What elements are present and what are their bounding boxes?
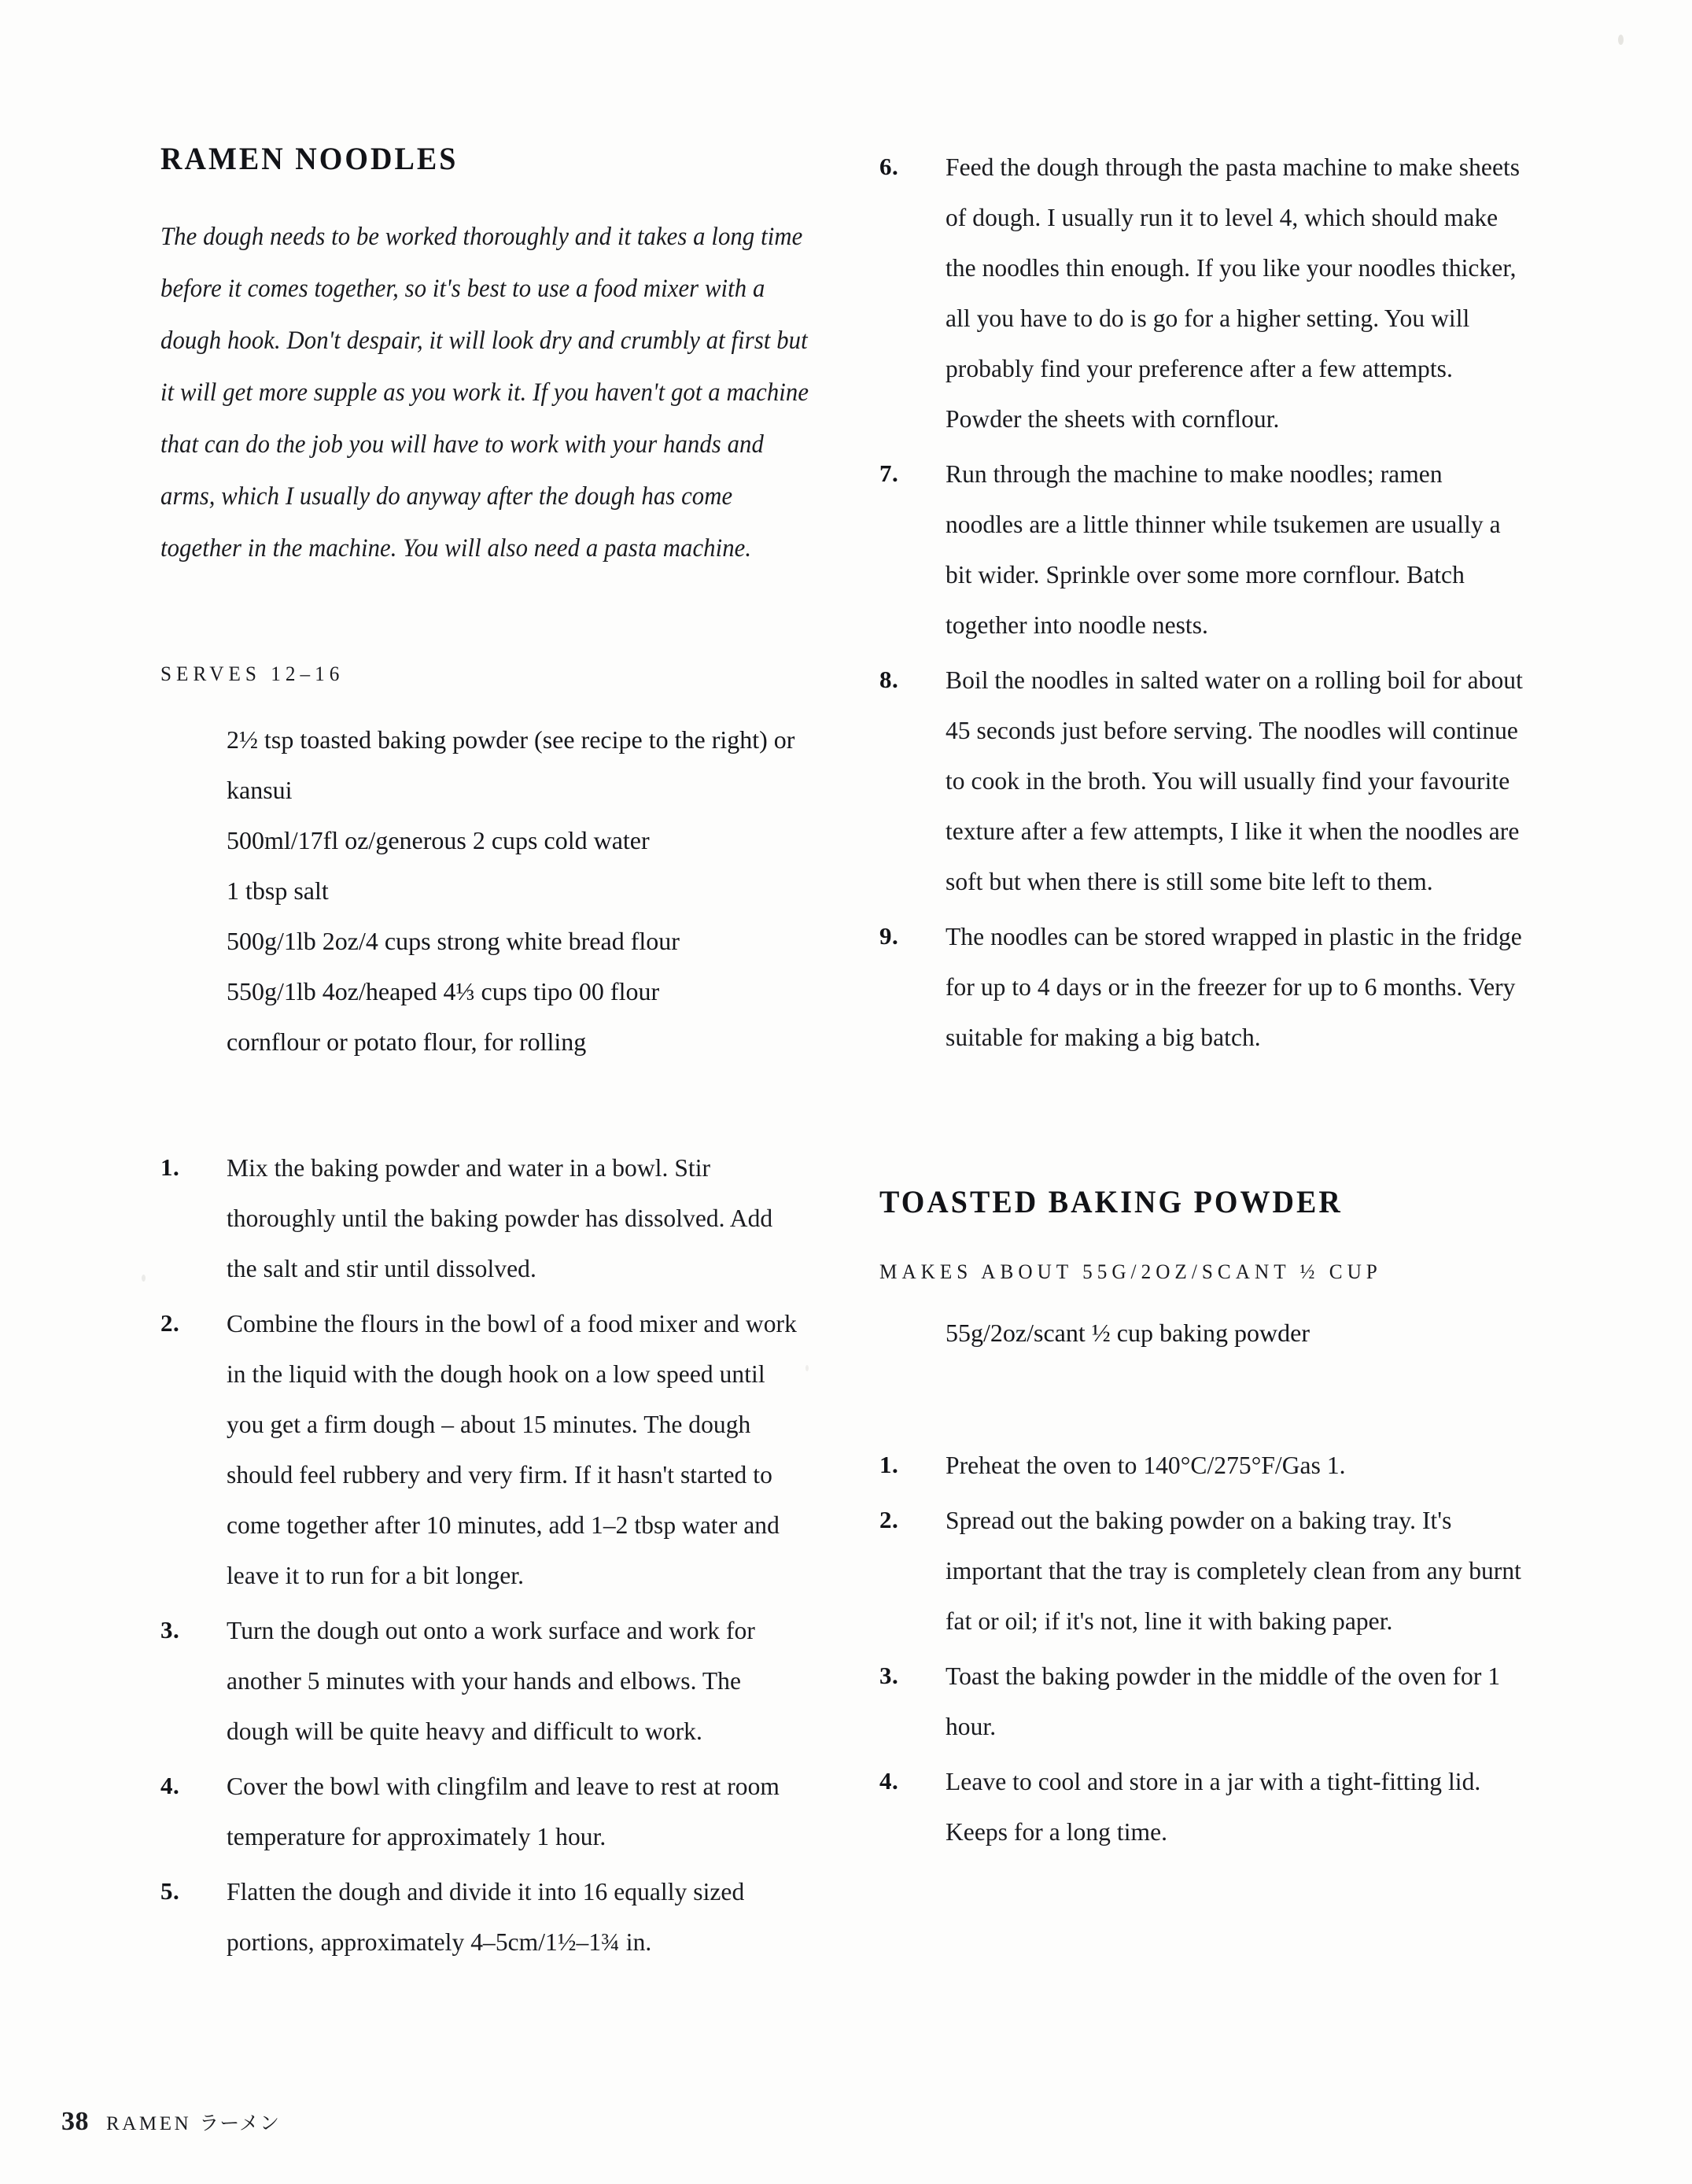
step-text: Turn the dough out onto a work surface and work for another 5 minutes with your hands and elbows. The dough will be quite heavy and difficult to work. <box>227 1616 755 1745</box>
makes-line-wrap <box>879 1260 1532 1284</box>
method-step <box>879 911 1532 1062</box>
step-text: Toast the baking powder in the middle of the oven for 1 hour. <box>946 1662 1501 1740</box>
step-text: Run through the machine to make noodles; ramen noodles are a little thinner while tsukemen are usually a bit wider. Sprinkle over some more cornflour. Batch together into noodle nests. <box>946 459 1501 639</box>
method-step <box>160 1761 813 1861</box>
step-number: 1. <box>879 1451 899 1478</box>
method-step <box>160 1605 813 1756</box>
method-step <box>879 448 1532 650</box>
running-head-japanese: ラーメン <box>199 2112 281 2134</box>
step-text: Spread out the baking powder on a baking tray. It's important that the tray is completely clean from any burnt fat or oil; if it's not, line it with baking paper. <box>946 1506 1521 1635</box>
method-steps-left <box>160 1142 813 1967</box>
method-step <box>879 1440 1532 1490</box>
step-number: 2. <box>879 1506 899 1533</box>
method-step <box>879 1651 1532 1751</box>
makes-label: MAKES ABOUT 55G/2OZ/SCANT ½ CUP <box>879 1260 1382 1283</box>
step-text: Boil the noodles in salted water on a rolling boil for about 45 seconds just before serving. The noodles will continue to cook in the broth. You will usually find your favourite texture after a few attempts, I like it when the noodles are soft but when there is still some bite left to them. <box>946 666 1523 895</box>
method-step <box>160 1298 813 1600</box>
step-text: Mix the baking powder and water in a bowl. Stir thoroughly until the baking powder has dissolved. Add the salt and stir until dissolved. <box>227 1153 773 1282</box>
serves-label: SERVES 12–16 <box>160 662 345 685</box>
ingredient-item <box>227 966 813 1016</box>
scan-speckle <box>1618 35 1624 45</box>
ingredient-text: 1 tbsp salt <box>227 876 329 905</box>
two-column-body <box>160 142 1576 1972</box>
ingredient-text: 500ml/17fl oz/generous 2 cups cold water <box>227 826 650 854</box>
right-column <box>879 142 1532 1972</box>
step-number: 4. <box>879 1767 899 1795</box>
ingredient-text: cornflour or potato flour, for rolling <box>227 1027 587 1056</box>
method-step <box>160 1866 813 1967</box>
step-text: The noodles can be stored wrapped in plastic in the fridge for up to 4 days or in the freezer for up to 6 months. Very suitable for making a big batch. <box>946 922 1522 1051</box>
step-number: 3. <box>879 1662 899 1689</box>
step-text: Preheat the oven to 140°C/275°F/Gas 1. <box>946 1451 1346 1479</box>
step-number: 8. <box>879 666 899 693</box>
ingredient-text: 2½ tsp toasted baking powder (see recipe to the right) or kansui <box>227 725 795 804</box>
spacer <box>879 1067 1532 1185</box>
step-number: 2. <box>160 1309 180 1337</box>
recipe-intro-paragraph: The dough needs to be worked thoroughly and it takes a long time before it comes together, so it's best to use a food mixer with a dough hook. Don't despair, it will look dry and crumbly at first but it will get more supple as you work it. If you haven't got a machine that can do the job you will have to work with your hands and arms, which I usually do anyway after the dough has come together in the machine. You will also need a pasta machine. <box>160 223 809 563</box>
serves-line-wrap <box>160 662 813 686</box>
recipe-title-toasted-baking-powder: TOASTED BAKING POWDER <box>879 1184 1343 1219</box>
ingredient-item <box>227 1016 813 1067</box>
step-number: 3. <box>160 1616 180 1644</box>
ingredient-item <box>227 865 813 916</box>
method-steps-baking-powder <box>879 1440 1532 1857</box>
method-step <box>879 1495 1532 1646</box>
baking-powder-ingredient: 55g/2oz/scant ½ cup baking powder <box>946 1319 1310 1347</box>
recipe-title-ramen-noodles: RAMEN NOODLES <box>160 141 459 176</box>
step-text: Combine the flours in the bowl of a food mixer and work in the liquid with the dough hook on a low speed until you get a firm dough – about 15 minutes. The dough should feel rubbery and very firm. If it hasn't started to come together after 10 minutes, add 1–2 tbsp water and leave it to run for a bit longer. <box>227 1309 797 1589</box>
spacer <box>879 1358 1532 1393</box>
ingredient-item <box>227 714 813 815</box>
ingredient-item <box>227 916 813 966</box>
ingredient-item <box>227 815 813 865</box>
spacer <box>160 1067 813 1142</box>
method-step <box>879 142 1532 444</box>
step-text: Leave to cool and store in a jar with a tight-fitting lid. Keeps for a long time. <box>946 1767 1481 1846</box>
running-head-latin: RAMEN <box>106 2113 192 2134</box>
method-step <box>160 1142 813 1293</box>
step-number: 5. <box>160 1877 180 1905</box>
step-number: 1. <box>160 1153 180 1181</box>
step-text: Cover the bowl with clingfilm and leave to rest at room temperature for approximately 1 hour. <box>227 1772 780 1850</box>
ingredient-list <box>160 714 813 1067</box>
method-step <box>879 1756 1532 1857</box>
step-text: Feed the dough through the pasta machine to make sheets of dough. I usually run it to level 4, which should make the noodles thin enough. If you like your noodles thicker, all you have to do is go for a higher setting. You will probably find your preference after a few attempts. Powder the sheets with cornflour. <box>946 153 1521 433</box>
step-number: 7. <box>879 459 899 487</box>
running-head <box>106 2108 280 2136</box>
page-number: 38 <box>61 2107 89 2136</box>
step-number: 4. <box>160 1772 180 1799</box>
scan-speckle <box>142 1275 146 1282</box>
left-column <box>160 142 813 1972</box>
method-step <box>879 655 1532 906</box>
ingredient-text: 500g/1lb 2oz/4 cups strong white bread flour <box>227 927 680 955</box>
step-number: 6. <box>879 153 899 180</box>
page-footer <box>61 2107 280 2137</box>
ingredient-text: 550g/1lb 4oz/heaped 4⅓ cups tipo 00 flour <box>227 977 660 1005</box>
method-steps-right <box>879 142 1532 1062</box>
step-number: 9. <box>879 922 899 950</box>
step-text: Flatten the dough and divide it into 16 equally sized portions, approximately 4–5cm/1½–1¾ in. <box>227 1877 745 1956</box>
